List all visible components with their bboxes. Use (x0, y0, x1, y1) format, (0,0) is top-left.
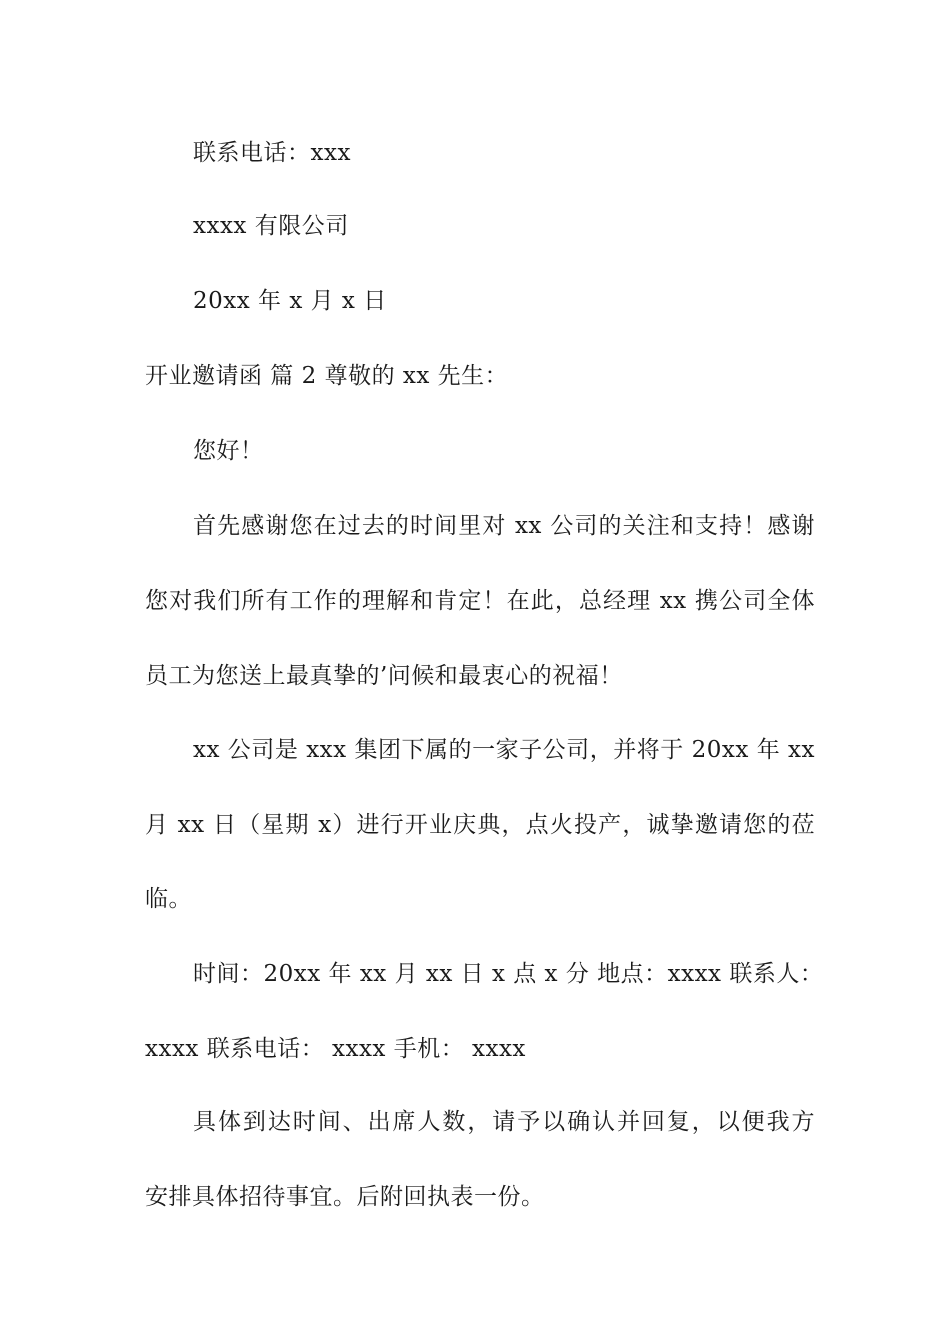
paragraph-2-line-3: 临。 (145, 886, 192, 912)
paragraph-2-line-1: xx 公司是 xxx 集团下属的一家子公司，并将于 20xx 年 xx (193, 737, 815, 763)
greeting-line: 您好！ (193, 438, 264, 464)
details-line-1: 时间：20xx 年 xx 月 xx 日 x 点 x 分 地点：xxxx 联系人： (193, 961, 824, 987)
section-heading: 开业邀请函 篇 2 尊敬的 xx 先生： (145, 363, 509, 389)
paragraph-1-line-3: 员工为您送上最真挚的’问候和最衷心的祝福！ (145, 663, 623, 689)
paragraph-1-line-1: 首先感谢您在过去的时间里对 xx 公司的关注和支持！感谢 (193, 513, 815, 539)
contact-phone-line: 联系电话：xxx (193, 140, 351, 166)
paragraph-3-line-2: 安排具体招待事宜。后附回执表一份。 (145, 1184, 545, 1210)
company-name-line: xxxx 有限公司 (193, 213, 349, 239)
paragraph-1-line-2: 您对我们所有工作的理解和肯定！在此，总经理 xx 携公司全体 (145, 588, 815, 614)
details-line-2: xxxx 联系电话： xxxx 手机： xxxx (145, 1036, 526, 1062)
paragraph-3-line-1: 具体到达时间、出席人数，请予以确认并回复，以便我方 (193, 1109, 815, 1135)
paragraph-2-line-2: 月 xx 日（星期 x）进行开业庆典，点火投产，诚挚邀请您的莅 (145, 812, 815, 838)
date-line: 20xx 年 x 月 x 日 (193, 288, 387, 314)
